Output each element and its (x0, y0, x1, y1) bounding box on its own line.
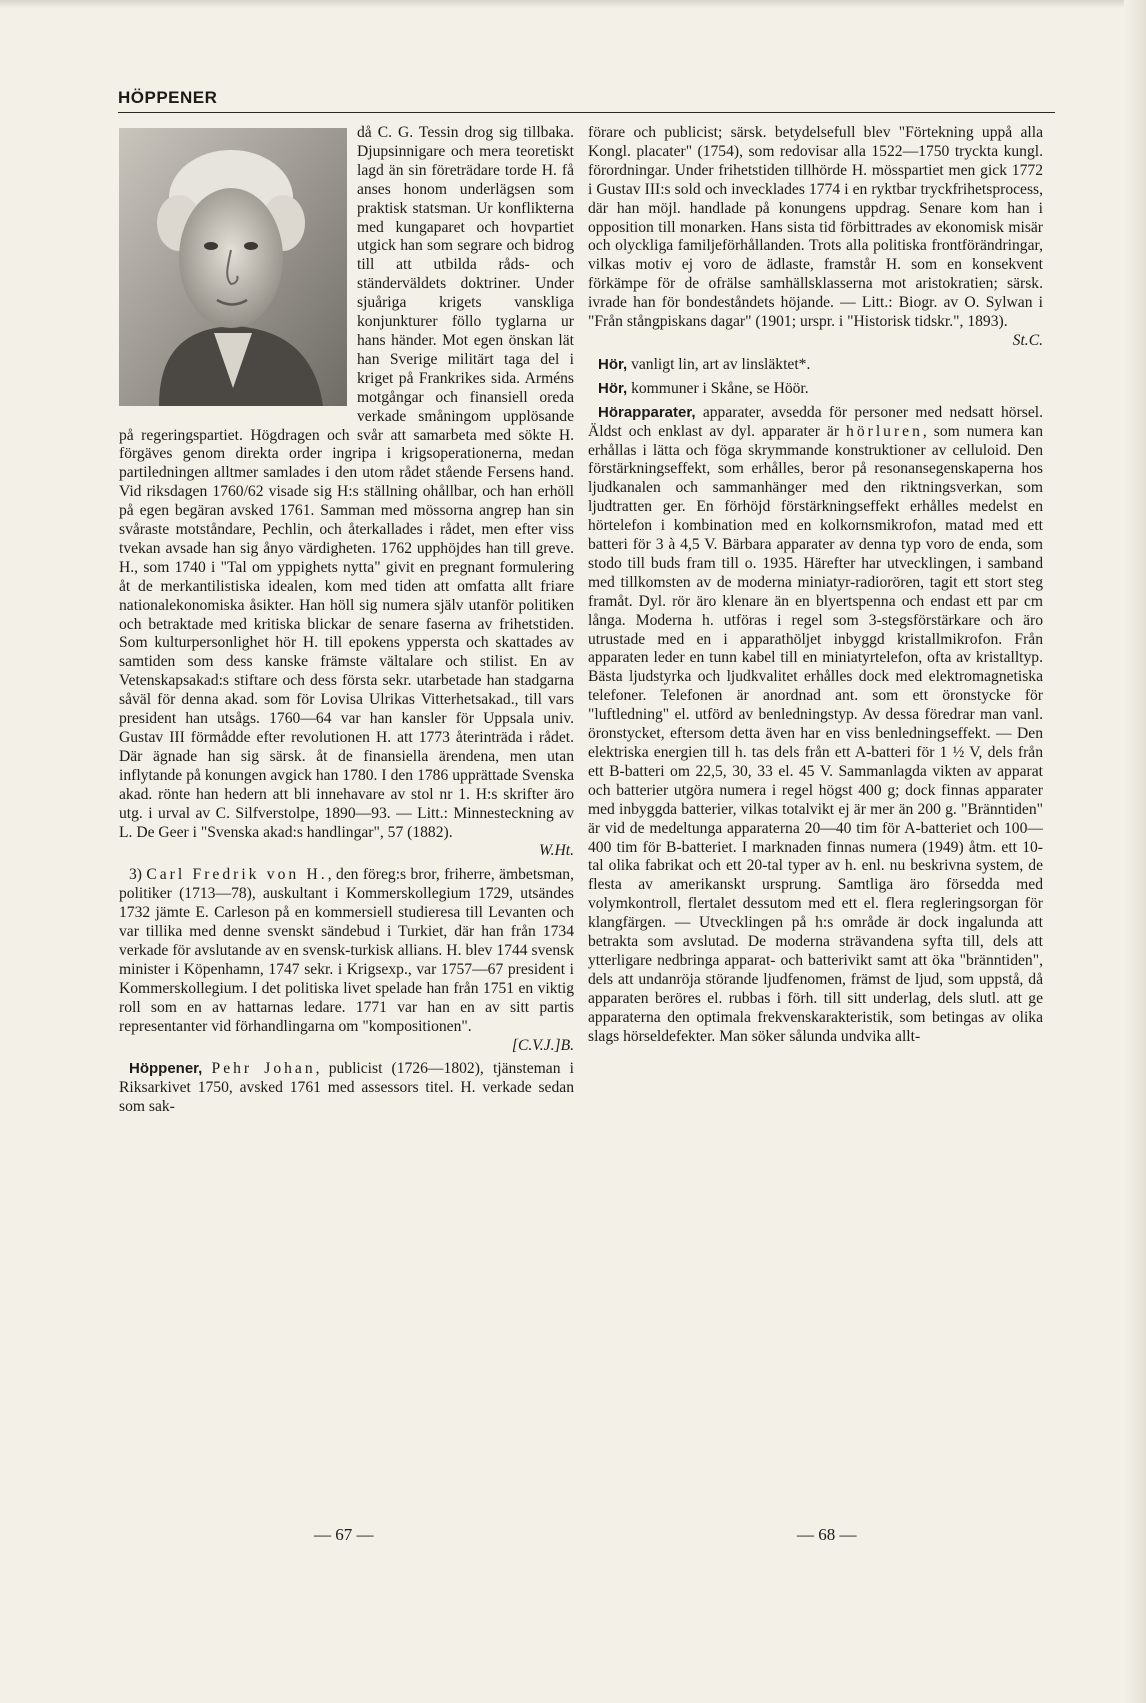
signature: [C.V.J.]B. (511, 1036, 574, 1054)
page-number-right: — 68 — (797, 1525, 857, 1544)
scan-edge-right (1124, 0, 1146, 1703)
signature: St.C. (1012, 331, 1043, 349)
entry-carl-fredrik (119, 866, 574, 1055)
entry-number: 3) (129, 866, 147, 884)
headword: Hörapparater, (598, 403, 696, 421)
article-continuation (588, 124, 1043, 351)
running-head: HÖPPENER (118, 88, 218, 107)
page-number-left: — 67 — (314, 1525, 374, 1544)
entry-person-name: Carl Fredrik von H. (146, 866, 328, 884)
body-text: , som numera kan erhållas i lätta och föga skrymmande konstruktioner av celluloid. Den förstärkningseffekt, som erhålles, beror på resonansegenskaperna hos ljudkanalen och sammanhänger med den riktningsverkan, som ljudtratten ger. En förhöjd förstärkningseffekt erhålles medelst en hörtelefon i kombination med en kolkornsmikrofon, matad med ett batteri för 3 à 4,5 V. Bärbara apparater av denna typ voro de enda, som stodo till buds fram till o. 1935. Härefter har utvecklingen, i samband med tillkomsten av de moderna miniatyr-radiorören, tagit ett stort steg framåt. Dyl. rör äro klenare än en blyertspenna och endast ett par cm långa. Moderna h. utföras i regel som 3-stegsförstärkare och äro utrustade med en i apparathöljet inbyggd kristallmikrofon. Från apparaten leder en tunn kabel till en miniatyrtelefon, ofta av kristalltyp. Bästa ljudstyrka och ljudkvalitet erhålles dock med elektromagnetiska telefoner. Telefonen är anordnad ant. som ett öronstycke för "luftledning" el. utförd av benledningstyp. Av dessa föredrar man vanl. öronstycket, eftersom detta även har en viss benledningseffekt. — Den elektriska energien till h. tas dels från ett A-batteri för 1 ½ V, dels från ett B-batteri om 22,5, 30, 33 el. 45 V. Sammanlagda vikten av apparat och batterier utgöra numera i regel högst 400 g; dock finnas apparater med inbyggda batterier, vilkas totalvikt ej är mer än 200 g. "Bränntiden" är vid de medeltunga apparaterna 20—40 tim för A-batteriet och 100—400 tim för B-batteriet. I marknaden finnas numera (1949) åtm. ett 10-tal olika fabrikat och ett 20-tal typer av h. enl. nu beskrivna system, de flesta av amerikanskt ursprung. Samtliga äro försedda med volymkontroll, flertalet dessutom med ett el. flera regleringsorgan för klangfärgen. — Utvecklingen på h:s område är dock ingalunda att betrakta som avslutad. De moderna strävandena syfta till, dels att ytterligare nedbringa apparat- och batterivikt samt att öka "bränntiden", dels att undanröja störande ljudfenomen, främst de ljud, som uppstå, då apparaten beröres el. rubbas i förh. till sitt underlag, dels slutl. att ge apparaterna den optimala frekvenskarakteristik, som betingas av olika slags hörseldefekter. Man söker sålunda undvika allt- (588, 422, 1043, 1045)
article-continuation (119, 124, 574, 861)
entry-hor-lin (588, 356, 1043, 375)
entry-horapparater (588, 404, 1043, 1047)
entry-person-name: Pehr Johan (211, 1060, 316, 1078)
headword: Hör, (598, 379, 628, 397)
body-text: förare och publicist; särsk. betydelsefull blev "Förtekning uppå alla Kongl. placater" (1754), som redovisar alla 1522—1750 tryckta kungl. förordningar. Under frihetstiden tillhörde H. mösspartiet men gick 1772 i Gustav III:s sold och invecklades 1774 i en ryktbar tryckfrihetsprocess, där han möjl. handlade på konungens uppdrag. Senare kom han i opposition till monarken. Hans sista tid förbittrades av ekonomisk misär och olyckliga familjeförhållanden. Trots alla politiska frontförändringar, vilkas motiv ej voro de ädlaste, framstår H. som en konsekvent förkämpe för de ofrälse samhällsklasserna mot aristokratien; särsk. ivrade han för bondeståndets höjande. — Litt.: Biogr. av O. Sylwan i "Från stångpiskans dagar" (1901; urspr. i "Historisk tidskr.", 1893). (588, 124, 1043, 331)
scan-edge (0, 0, 1146, 8)
signature: W.Ht. (539, 842, 574, 860)
body-text: då C. G. Tessin drog sig tillbaka. Djupsinnigare och mera teoretiskt lagd än sin företrädare torde H. få anses honom underlägsen som praktisk statsman. Ur konflikterna med kungaparet och hovpartiet utgick han som segrare och bidrog till att utbilda råds- och ständerväldets doktriner. Under sjuåriga krigets vanskliga konjunkturer föllo tyglarna ur hans händer. Mot egen önskan lät han Sverige militärt taga del i kriget på Frankrikes sida. Arméns motgångar och finansiell oreda verkade småningom upplösande på regeringspartiet. Högdragen och svår att samarbeta med sökte H. förgäves genom direkta order ingripa i krigsoperationerna, medan partiledningen alltmer samlades i den utom rådet stående Fersens hand. Vid riksdagen 1760/62 visade sig H:s ställning ohållbar, och han erhöll på egen begäran avsked 1761. Samman med mössorna angrep han sin svåraste motståndare, Pechlin, och återkallades i rådet, men efter viss tvekan avsade han sig ånyo värdigheten. 1762 upphöjdes han till greve. H., som 1740 i "Tal om yppighets nytta" givit en pregnant formulering åt de merkantilistiska idealen, kom med tiden att omfatta allt friare nationalekonomiska åsikter. Han höll sig numera själv utanför politiken och betraktade med kritiska blickar de senare faserna av frihetstiden. Som kulturpersonlighet hör H. till epokens yppersta och skattades av samtiden som dess kanske främste vältalare och stilist. En av Vetenskapsakad:s stiftare och dess första sekr. utarbetade han stadgarna såväl för denna akad. som för Lovisa Ulrikas Vitterhetsakad., till vars president han utsågs. 1760—64 var han kansler för Uppsala univ. Gustav III förmådde efter revolutionen H. att 1773 återinträda i rådet. Där ägnade han sig särsk. åt de finansiella ärendena, men utan inflytande på konungen avgick han 1780. I den 1786 upprättade Svenska akad. rönte han hedern att bli innehavare av stol nr 1. H:s skrifter äro utg. i urval av C. Silfverstolpe, 1890—93. — Litt.: Minnesteckning av L. De Geer i "Svenska akad:s handlingar", 57 (1882). (119, 124, 574, 841)
left-column (119, 124, 574, 1484)
portrait-engraving (119, 128, 347, 406)
entry-hoppener-pehr (119, 1060, 574, 1117)
spaced-term: hörluren (846, 422, 923, 440)
body-text: vanligt lin, art av linsläktet*. (627, 355, 811, 373)
body-text: , publicist (1726—1802), tjänsteman i Riksarkivet 1750, avsked 1761 med assessors titel. H. verkade sedan som sak- (119, 1060, 574, 1116)
entry-hor-kommuner (588, 380, 1043, 399)
headword: Hör, (598, 355, 628, 373)
body-text: apparater, avsedda för personer med nedsatt hörsel. Äldst och enklast av dyl. apparater är (588, 403, 1043, 440)
portrait-image (119, 128, 347, 406)
page-header (118, 86, 1055, 113)
body-text: kommuner i Skåne, se Höör. (627, 379, 809, 397)
body-text: , den föreg:s bror, friherre, ämbetsman, politiker (1713—78), auskultant i Kommerskollegium 1729, utsändes 1732 jämte E. Carleson på en kommersiell studieresa till Levanten och var tillika med denne svenskt sändebud i Turkiet, där han från 1734 verkade för avslutande av en svensk-turkisk allians. H. blev 1744 svensk minister i Köpenhamn, 1747 sekr. i Krigsexp., var 1757—67 president i Kommerskollegium. I det politiska livet spelade han från 1751 en viktig roll som en av hattarnas ledare. 1771 var han en av sitt partis representanter vid förhandlingarna om "kompositionen". (119, 866, 574, 1035)
headword: Höppener, (129, 1060, 203, 1078)
right-column (588, 124, 1043, 1484)
